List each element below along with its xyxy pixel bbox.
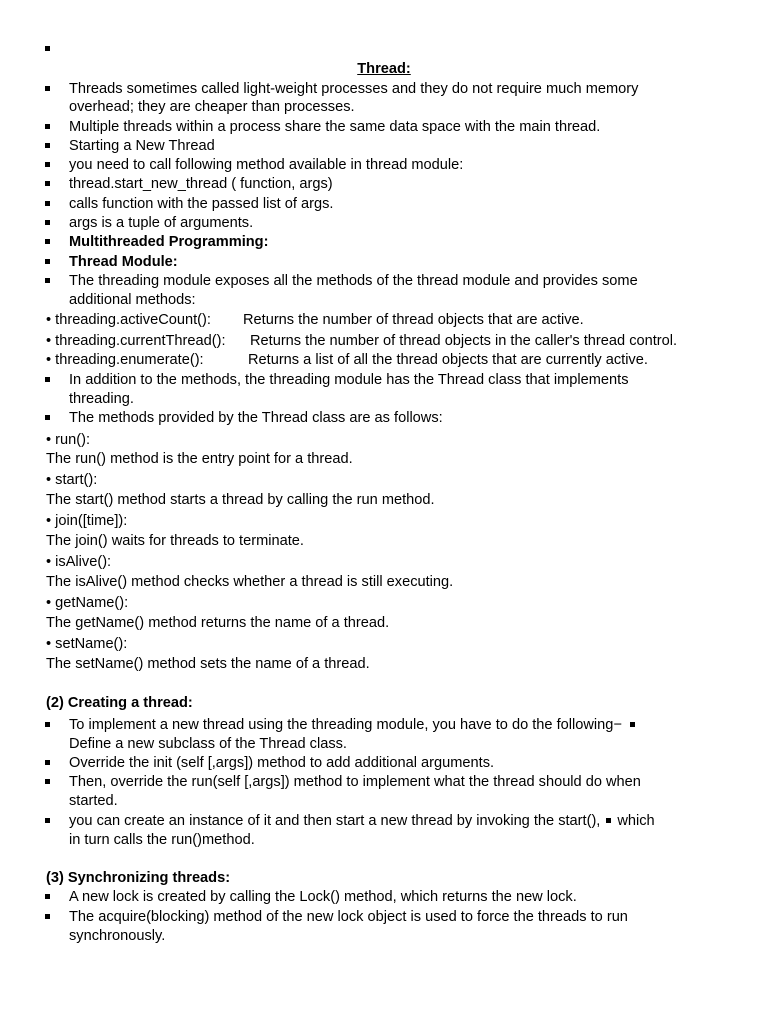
function-desc: Returns the number of thread objects in the caller's thread control.: [250, 333, 678, 349]
function-name: • threading.enumerate():: [46, 352, 204, 368]
function-name: • threading.currentThread():: [46, 333, 226, 349]
function-desc: Returns a list of all the thread objects that are currently active.: [248, 352, 648, 368]
bullet-square: [606, 818, 611, 823]
bullet-square: [630, 722, 635, 727]
bullet-square: [45, 46, 50, 51]
page-title: Thread:: [357, 61, 411, 77]
function-name: • threading.activeCount():: [46, 312, 211, 328]
function-desc: Returns the number of thread objects that are active.: [243, 312, 584, 328]
